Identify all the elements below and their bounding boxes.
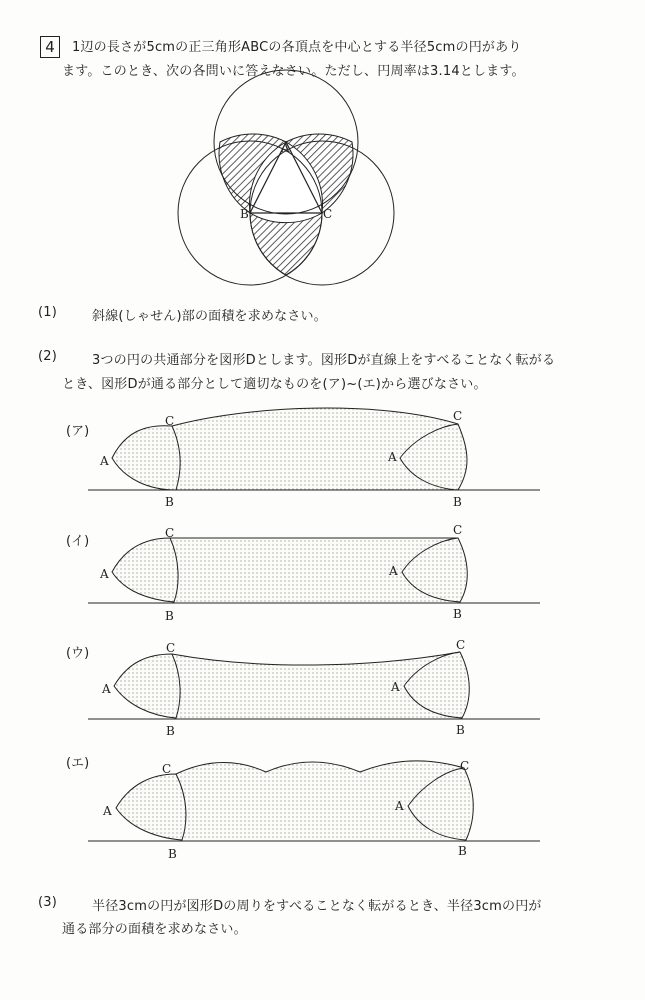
option-a-point-b: B bbox=[165, 495, 174, 509]
option-i-point-a2: A bbox=[389, 564, 398, 578]
option-u-point-a2: A bbox=[391, 680, 400, 694]
option-e-point-b2: B bbox=[458, 844, 467, 858]
question-3-text-1: 半径3cmの円が図形Dの周りをすべることなく転がるとき、半径3cmの円が bbox=[92, 899, 542, 914]
option-e-label: (エ) bbox=[66, 756, 90, 771]
option-a-point-b2: B bbox=[453, 495, 462, 509]
option-e-point-a: A bbox=[103, 804, 112, 818]
option-u-point-b: B bbox=[166, 724, 175, 738]
option-e-point-c: C bbox=[162, 762, 172, 776]
option-i-point-b2: B bbox=[453, 607, 462, 621]
question-2-text-1: 3つの円の共通部分を図形Dとします。図形Dが直線上をすべることなく転がる bbox=[92, 353, 556, 368]
question-1-label: (1) bbox=[38, 305, 58, 320]
problem-number: 4 bbox=[40, 36, 60, 58]
label-vertex-a: A bbox=[281, 141, 290, 155]
option-a-figure bbox=[88, 408, 540, 509]
question-3-text-2: 通る部分の面積を求めなさい。 bbox=[62, 922, 247, 937]
label-vertex-c: C bbox=[323, 207, 333, 221]
question-3-label: (3) bbox=[38, 895, 58, 910]
main-figure bbox=[178, 70, 394, 285]
option-a-point-a2: A bbox=[388, 450, 397, 464]
option-u-point-b2: B bbox=[456, 723, 465, 737]
option-e-point-c2: C bbox=[460, 759, 470, 773]
option-i-figure bbox=[88, 523, 540, 623]
intro-line-1: 1辺の長さが5cmの正三角形ABCの各頂点を中心とする半径5cmの円があり bbox=[72, 40, 522, 55]
option-u-point-c: C bbox=[166, 641, 176, 655]
option-i-point-b: B bbox=[165, 609, 174, 623]
intro-line-2: ます。このとき、次の各問いに答えなさい。ただし、円周率は3.14とします。 bbox=[62, 64, 525, 79]
option-u-point-a: A bbox=[102, 682, 111, 696]
option-e-point-b: B bbox=[168, 847, 177, 861]
label-vertex-b: B bbox=[240, 207, 249, 221]
option-i-point-c2: C bbox=[453, 523, 463, 537]
option-u-label: (ウ) bbox=[66, 646, 90, 661]
option-u-figure bbox=[88, 638, 540, 738]
question-2-label: (2) bbox=[38, 349, 58, 364]
option-i-label: (イ) bbox=[66, 534, 90, 549]
option-e-point-a2: A bbox=[395, 799, 404, 813]
option-a-point-c: C bbox=[165, 414, 175, 428]
option-a-label: (ア) bbox=[66, 424, 90, 439]
option-i-point-c: C bbox=[165, 526, 175, 540]
option-i-point-a: A bbox=[100, 567, 109, 581]
option-e-figure bbox=[88, 759, 540, 861]
option-a-point-a: A bbox=[100, 454, 109, 468]
option-u-point-c2: C bbox=[456, 638, 466, 652]
question-1-text: 斜線(しゃせん)部の面積を求めなさい。 bbox=[92, 309, 327, 324]
option-a-point-c2: C bbox=[453, 409, 463, 423]
question-2-text-2: とき、図形Dが通る部分として適切なものを(ア)~(エ)から選びなさい。 bbox=[62, 377, 487, 392]
